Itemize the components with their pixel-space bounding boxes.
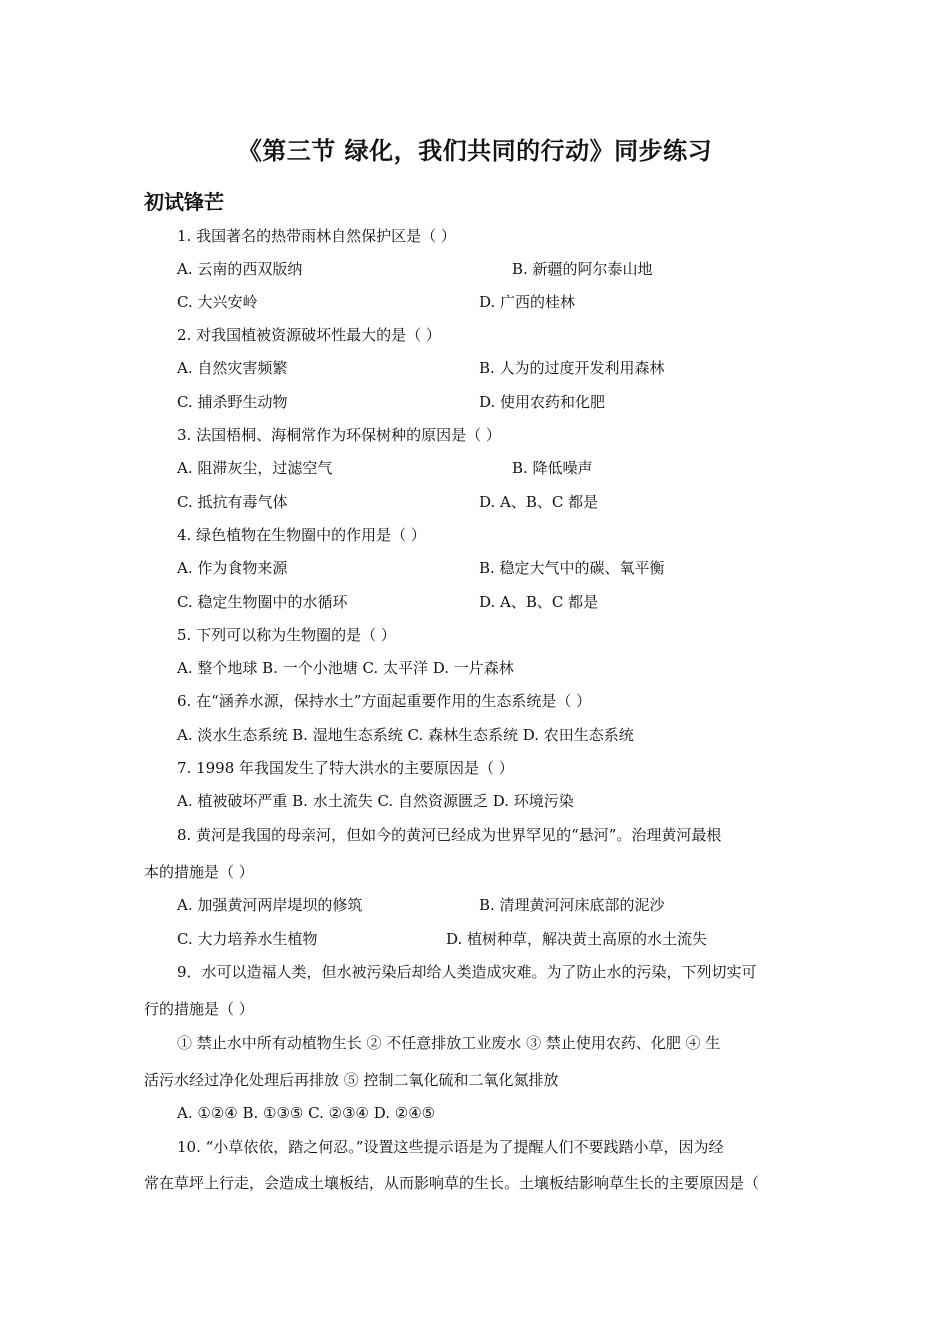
question-2-option-b: B. 人为的过度开发利用森林 xyxy=(479,359,665,377)
question-9-stem-line-1: 9．水可以造福人类，但水被污染后却给人类造成灾难。为了防止水的污染，下列切实可 xyxy=(177,963,757,981)
question-8-option-d: D. 植树种草，解决黄土高原的水土流失 xyxy=(446,930,708,948)
question-3-option-d: D. A、B、C 都是 xyxy=(479,493,599,511)
question-4-option-b: B. 稳定大气中的碳、氧平衡 xyxy=(479,559,665,577)
question-6-stem: 6. 在“涵养水源，保持水土”方面起重要作用的生态系统是（ ） xyxy=(177,692,592,710)
question-4-stem: 4. 绿色植物在生物圈中的作用是（ ） xyxy=(177,526,426,544)
question-10-stem-line-1: 10. “小草依依，踏之何忍。”设置这些提示语是为了提醒人们不要践踏小草，因为经 xyxy=(177,1138,724,1156)
question-9-options: A. ①②④ B. ①③⑤ C. ②③④ D. ②④⑤ xyxy=(177,1104,436,1122)
question-2-option-a: A. 自然灾害频繁 xyxy=(177,359,288,377)
question-3-option-b: B. 降低噪声 xyxy=(512,459,593,477)
question-5-stem: 5. 下列可以称为生物圈的是（ ） xyxy=(177,626,396,644)
question-1-option-d: D. 广西的桂林 xyxy=(479,293,576,311)
question-1-option-a: A. 云南的西双版纳 xyxy=(177,260,303,278)
question-5-options: A. 整个地球 B. 一个小池塘 C. 太平洋 D. 一片森林 xyxy=(177,659,514,677)
question-4-option-c: C. 稳定生物圈中的水循环 xyxy=(177,593,348,611)
question-3-option-c: C. 抵抗有毒气体 xyxy=(177,493,288,511)
question-2-option-c: C. 捕杀野生动物 xyxy=(177,393,288,411)
question-3-option-a: A. 阻滞灰尘，过滤空气 xyxy=(177,459,333,477)
question-2-option-d: D. 使用农药和化肥 xyxy=(479,393,606,411)
document-title: 《第三节 绿化，我们共同的行动》同步练习 xyxy=(237,137,713,165)
question-1-stem: 1. 我国著名的热带雨林自然保护区是（ ） xyxy=(177,227,456,245)
question-8-option-a: A. 加强黄河两岸堤坝的修筑 xyxy=(177,896,363,914)
question-8-option-b: B. 清理黄河河床底部的泥沙 xyxy=(479,896,665,914)
question-6-options: A. 淡水生态系统 B. 湿地生态系统 C. 森林生态系统 D. 农田生态系统 xyxy=(177,726,634,744)
question-3-stem: 3. 法国梧桐、海桐常作为环保树种的原因是（ ） xyxy=(177,426,501,444)
question-7-options: A. 植被破坏严重 B. 水土流失 C. 自然资源匮乏 D. 环境污染 xyxy=(177,792,574,810)
question-10-stem-line-2: 常在草坪上行走，会造成土壤板结，从而影响草的生长。土壤板结影响草生长的主要原因是（ xyxy=(144,1174,760,1192)
question-1-option-c: C. 大兴安岭 xyxy=(177,293,258,311)
section-heading: 初试锋芒 xyxy=(144,190,224,214)
question-8-stem-line-1: 8. 黄河是我国的母亲河，但如今的黄河已经成为世界罕见的“悬河”。治理黄河最根 xyxy=(177,826,722,844)
question-1-option-b: B. 新疆的阿尔泰山地 xyxy=(512,260,653,278)
question-9-items-line-2: 活污水经过净化处理后再排放 ⑤ 控制二氧化硫和二氧化氮排放 xyxy=(144,1071,559,1089)
question-7-stem: 7. 1998 年我国发生了特大洪水的主要原因是（ ） xyxy=(177,759,514,777)
question-4-option-d: D. A、B、C 都是 xyxy=(479,593,599,611)
question-8-stem-line-2: 本的措施是（ ） xyxy=(144,863,254,881)
question-8-option-c: C. 大力培养水生植物 xyxy=(177,930,318,948)
question-9-stem-line-2: 行的措施是（ ） xyxy=(144,1000,254,1018)
question-9-items-line-1: ① 禁止水中所有动植物生长 ② 不任意排放工业废水 ③ 禁止使用农药、化肥 ④ 生 xyxy=(177,1034,721,1052)
question-2-stem: 2. 对我国植被资源破坏性最大的是（ ） xyxy=(177,326,441,344)
question-4-option-a: A. 作为食物来源 xyxy=(177,559,288,577)
